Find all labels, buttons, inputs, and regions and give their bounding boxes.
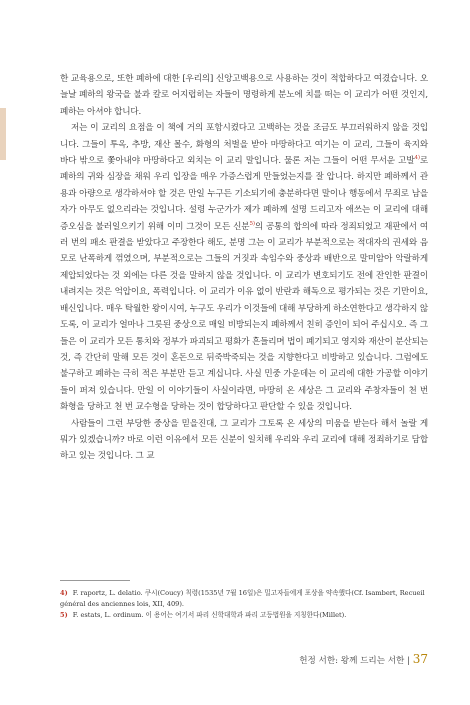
paragraph-3: [60, 416, 428, 465]
text-run: 한 교육용으로, 또한 폐하에 대한 [우리의] 신앙고백용으로 사용하는 것이 적합하다고 여겼습니다. 오늘날 폐하의 왕국을 불과 칼로 어지럽히는 자들이 명령하게 분노에 치를 떠는 이 교리가 어떤 것인지, 폐하는 아셔야 합니다.: [60, 74, 428, 117]
paragraph-1: [60, 71, 428, 120]
page-number: 37: [412, 652, 428, 666]
body-text: [60, 71, 428, 465]
footnote-4: [60, 588, 428, 610]
text-run: 의 공통의 합의에 따라 정죄되었고 재판에서 여러 번의 패소 판결을 받았다고 주장한다 해도, 분명 그는 이 교리가 부분적으로는 적대자의 권세와 음모로 난폭하게 꺾였으며, 부분적으로는 그들의 거짓과 속임수와 중상과 배반으로 말미암아 악랄하게 제압되었다는 것 외에는 다른 것을 말하지 않을 것입니다. 이 교리가 변호되기도 전에 잔인한 판결이 내려지는 것은 억압이요, 폭력입니다. 이 교리가 이유 없이 반란과 해독으로 평가되는 것은 기만이요, 배신입니다. 매우 탁월한 왕이시여, 누구도 우리가 이것들에 대해 부당하게 하소연한다고 생각하지 않도록, 이 교리가 얼마나 그릇된 중상으로 매일 비방되는지 폐하께서 친히 증인이 되어 주십시오. 즉 그들은 이 교리가 모든 통치와 정부가 파괴되고 평화가 흔들리며 법이 폐기되고 영지와 재산이 분산되는 것, 즉 간단히 말해 모든 것이 혼돈으로 뒤죽박죽되는 것을 지향한다고 비방하고 있습니다. 그럼에도 불구하고 폐하는 극히 적은 부분만 듣고 계십니다. 사실 민중 가운데는 이 교리에 대한 가공할 이야기들이 퍼져 있습니다. 만일 이 이야기들이 사실이라면, 마땅히 온 세상은 그 교리와 주창자들이 천 번 화형을 당하고 천 번 교수형을 당하는 것이 합당하다고 판단할 수 있을 것입니다.: [60, 221, 428, 413]
footnote-number: 5): [60, 611, 68, 619]
footnote-divider: [60, 580, 130, 581]
footnote-ref: 4): [414, 155, 420, 162]
text-run: 사람들이 그런 부당한 중상을 믿을진대, 그 교리가 그토록 온 세상의 미움을 받는다 해서 놀랄 게 뭐가 있겠습니까? 바로 이런 이유에서 모든 신분이 일치해 우리와 우리 교리에 대해 정죄하기로 담합하고 있는 것입니다. 그 교: [60, 418, 428, 462]
text-run: 저는 이 교리의 요점을 이 책에 거의 포함시켰다고 고백하는 것을 조금도 부끄러워하지 않을 것입니다. 그들이 투옥, 추방, 재산 몰수, 화형의 처벌을 받아 마땅하다고 여기는 이 교리, 그들이 육지와 바다 밖으로 쫓아내야 마땅하다고 외치는 이 교리 말입니다. 물론 저는 그들이 어떤 무서운 고발: [60, 123, 428, 167]
running-footer: [299, 652, 428, 666]
footnote-5: [60, 610, 428, 621]
footnote-ref: 5): [249, 220, 255, 227]
paragraph-2: [60, 120, 428, 415]
footnote-text: F. estats, L. ordinum. 이 용어는 여기서 파리 신학대학과 파리 고등법원을 지칭한다(Millet).: [72, 611, 347, 619]
text-run: 로 폐하의 귀와 심장을 채워 우리 입장을 매우 가증스럽게 만들었는지를 잘 압니다. 하지만 폐하께서 관용과 아량으로 생각하셔야 할 것은 만일 누구든 기소되기에 충분하다면 말이나 행동에서 무죄로 남을 자가 아무도 없으리라는 것입니다. 설령 누군가가 제가 폐하께 설명 드리고자 애쓰는 이 교리에 대해 증오심을 불러일으키기 위해 이미 그것이 모든 신분: [60, 156, 428, 232]
running-title: 헌정 서한: 왕께 드리는 서한 |: [299, 656, 413, 666]
margin-accent-bar: [0, 108, 6, 160]
footnote-text: F. raportz, L. delatio. 쿠시(Coucy) 칙령(1535년 7월 16일)은 밀고자들에게 포상을 약속했다(Cf. Isambert, Recueil général des anciennes lois, XII, 409).: [60, 589, 425, 608]
footnote-number: 4): [60, 589, 68, 597]
footnotes: [60, 588, 428, 621]
